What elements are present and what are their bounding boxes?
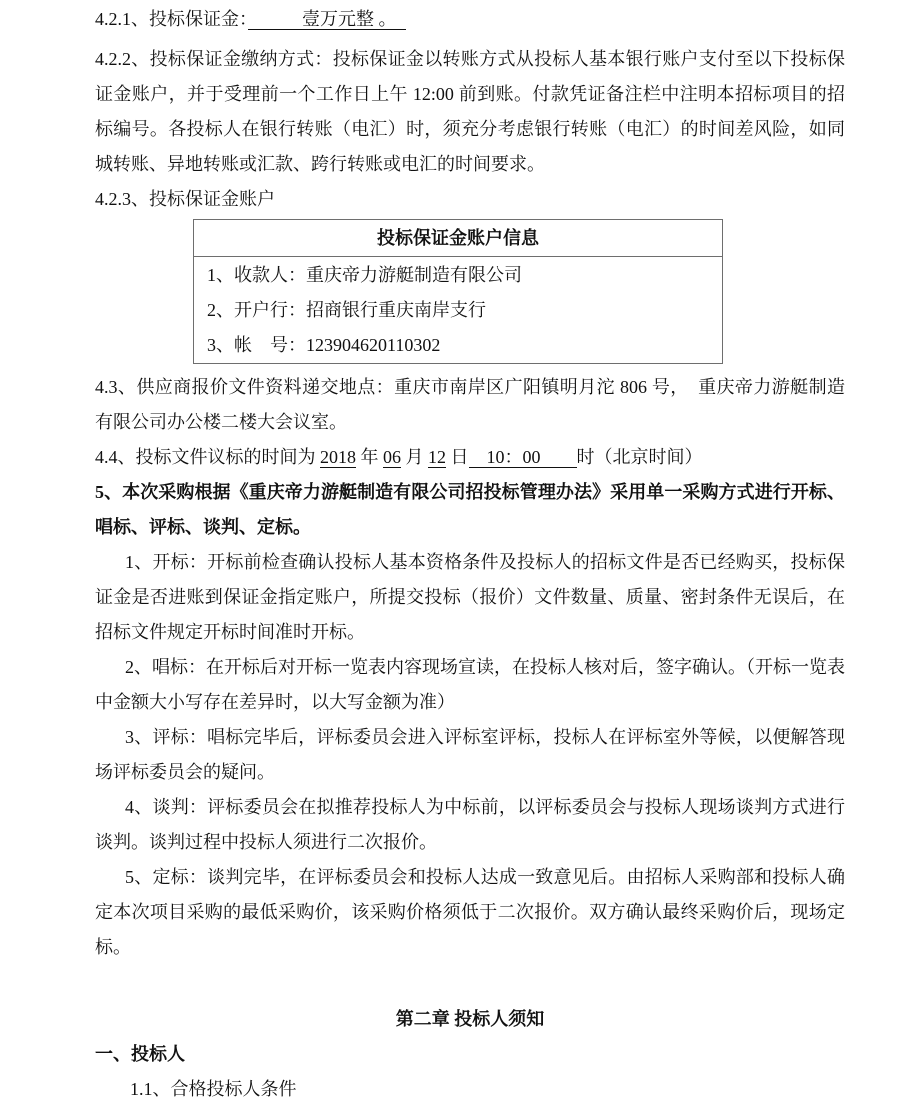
clause-4-2-3: 4.2.3、投标保证金账户 bbox=[95, 189, 275, 209]
clause-5-item-negotiate: 4、谈判：评标委员会在拟推荐投标人为中标前，以评标委员会与投标人现场谈判方式进行谈判。谈判过程中投标人须进行二次报价。 bbox=[95, 797, 845, 852]
table-row-bank: 2、开户行：招商银行重庆南岸支行 bbox=[207, 299, 486, 320]
month-separator: 月 bbox=[401, 447, 428, 467]
clause-5-item-evaluate-bid: 3、评标：唱标完毕后，评标委员会进入评标室评标，投标人在评标室外等候，以便解答现场评标委员会的疑问。 bbox=[95, 727, 845, 782]
section-1-heading: 一、投标人 bbox=[95, 1044, 185, 1064]
clause-5-item-open-bid: 1、开标：开标前检查确认投标人基本资格条件及投标人的招标文件是否已经购买，投标保证金是否进账到保证金指定账户，所提交投标（报价）文件数量、质量、密封条件无误后，在招标文件规定开标时间准时开标。 bbox=[95, 552, 845, 642]
table-row-payee: 1、收款人：重庆帝力游艇制造有限公司 bbox=[207, 264, 522, 285]
clause-4-4-prefix: 4.4、投标文件议标的时间为 bbox=[95, 447, 320, 467]
bid-time-underlined: 10：00 bbox=[468, 447, 577, 467]
clause-4-2-1 bbox=[95, 2, 845, 37]
clause-4-2-2: 4.2.2、投标保证金缴纳方式：投标保证金以转账方式从投标人基本银行账户支付至以下投标保证金账户，并于受理前一个工作日上午 12:00 前到账。付款凭证备注栏中注明本招标项目的招标编号。各投标人在银行转账（电汇）时，须充分考虑银行转账（电汇）的时间差风险，如同城转账、异地转账或汇款、跨行转账或电汇的时间要求。 bbox=[95, 49, 845, 174]
clause-4-4 bbox=[95, 440, 845, 475]
clause-5-item-award: 5、定标：谈判完毕，在评标委员会和投标人达成一致意见后。由招标人采购部和投标人确定本次项目采购的最低采购价，该采购价格须低于二次报价。双方确认最终采购价后，现场定标。 bbox=[95, 867, 845, 957]
clause-4-4-suffix: 时（北京时间） bbox=[576, 447, 703, 467]
deposit-table-title: 投标保证金账户信息 bbox=[194, 220, 723, 257]
deposit-table-body bbox=[194, 257, 723, 364]
clause-4-2-1-label: 4.2.1、投标保证金： bbox=[95, 9, 248, 29]
deposit-account-table bbox=[193, 219, 723, 364]
deposit-amount-underlined: 壹万元整 。 bbox=[248, 9, 406, 29]
bid-day-underlined: 12 bbox=[428, 447, 446, 467]
day-separator: 日 bbox=[446, 447, 469, 467]
bid-year-underlined: 2018 bbox=[320, 447, 356, 467]
clause-5-item-read-bid: 2、唱标：在开标后对开标一览表内容现场宣读，在投标人核对后，签字确认。（开标一览表中金额大小写存在差异时，以大写金额为准） bbox=[95, 657, 845, 712]
chapter-heading: 第二章 投标人须知 bbox=[395, 1009, 545, 1029]
year-separator: 年 bbox=[356, 447, 383, 467]
clause-4-3: 4.3、供应商报价文件资料递交地点：重庆市南岸区广阳镇明月沱 806 号， 重庆帝力游艇制造有限公司办公楼二楼大会议室。 bbox=[95, 377, 845, 432]
table-row-account-number: 3、帐 号：123904620110302 bbox=[207, 334, 441, 355]
bid-month-underlined: 06 bbox=[383, 447, 401, 467]
clause-1-1: 1.1、合格投标人条件 bbox=[130, 1079, 297, 1099]
clause-5-heading: 5、本次采购根据《重庆帝力游艇制造有限公司招投标管理办法》采用单一采购方式进行开标、唱标、评标、谈判、定标。 bbox=[95, 482, 845, 537]
